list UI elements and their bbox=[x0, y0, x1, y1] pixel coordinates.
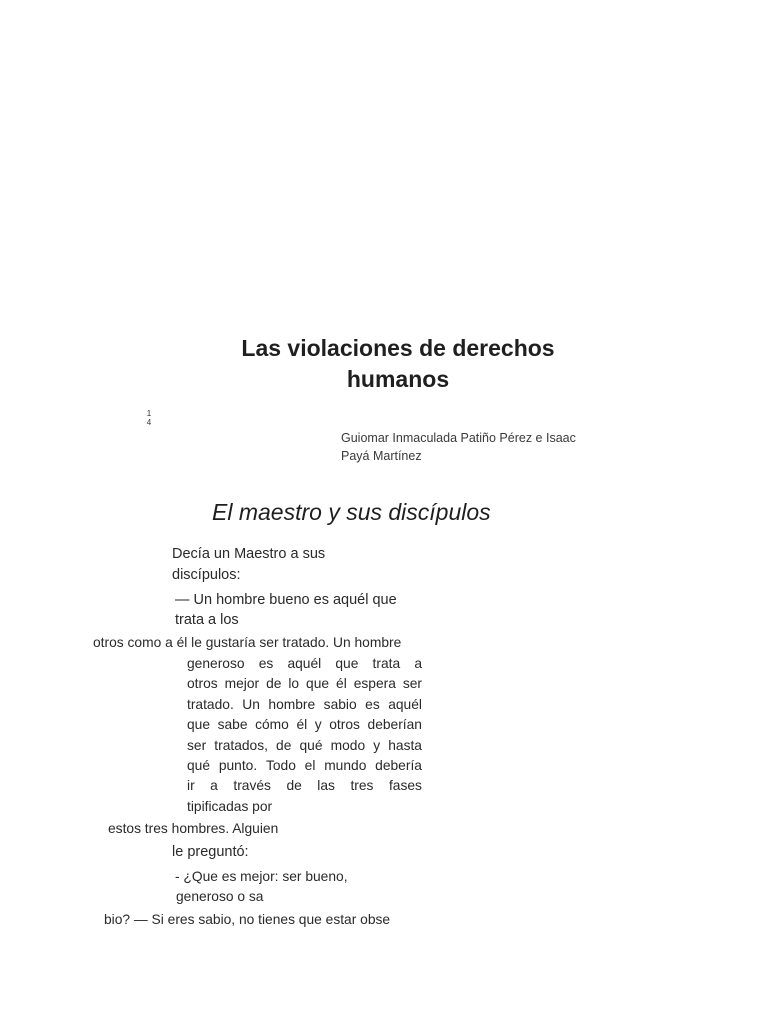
justified-word: Un bbox=[242, 696, 260, 712]
justified-word: tres bbox=[350, 778, 374, 794]
justified-word: deberían bbox=[367, 717, 422, 733]
justified-word: otros bbox=[329, 717, 360, 733]
justified-word: fases bbox=[388, 778, 422, 794]
justified-word: aquél bbox=[388, 696, 422, 712]
paragraph-2-line-2: trata a los bbox=[175, 612, 239, 628]
justified-word: tratados, bbox=[214, 737, 268, 753]
justified-word: punto. bbox=[218, 758, 258, 774]
paragraph-2-line-3: otros como a él le gustaría ser tratado. Un hombre bbox=[93, 635, 402, 650]
justified-word: aquél bbox=[287, 656, 322, 671]
justified-line-3 bbox=[187, 695, 422, 715]
authors-line-2: Payá Martínez bbox=[341, 449, 422, 463]
justified-word: él bbox=[296, 717, 308, 733]
justified-line-2 bbox=[187, 674, 422, 694]
justified-word: mejor bbox=[224, 676, 260, 692]
justified-word: y bbox=[373, 737, 381, 753]
authors-block bbox=[341, 429, 576, 465]
justified-word: es bbox=[258, 656, 274, 671]
paragraph-1-line-2: discípulos: bbox=[172, 567, 241, 583]
paragraph-4-line-1: - ¿Que es mejor: ser bueno, bbox=[175, 869, 348, 884]
footnote-number-top: 1 bbox=[146, 409, 152, 418]
justified-word: trata bbox=[372, 656, 401, 671]
justified-line-8: tipificadas por bbox=[187, 798, 273, 814]
justified-word: mundo bbox=[324, 758, 367, 774]
justified-word: a bbox=[210, 778, 218, 794]
justified-word: es bbox=[365, 696, 380, 712]
justified-line-5 bbox=[187, 736, 422, 756]
justified-word: Todo bbox=[265, 758, 296, 774]
justified-word: él bbox=[336, 676, 347, 692]
justified-word: hasta bbox=[388, 737, 422, 753]
justified-line-1 bbox=[187, 654, 422, 674]
justified-word: otros bbox=[187, 676, 218, 692]
justified-word: qué bbox=[187, 758, 211, 774]
footnote-number-bottom: 4 bbox=[146, 418, 152, 427]
paragraph-3-line-1: estos tres hombres. Alguien bbox=[108, 821, 279, 836]
footnote-marker bbox=[146, 409, 152, 427]
paragraph-2-line-1: — Un hombre bueno es aquél que bbox=[175, 592, 397, 608]
justified-word: ir bbox=[187, 778, 195, 794]
justified-word: sabe bbox=[217, 717, 248, 733]
document-title-line-2: humanos bbox=[346, 366, 450, 392]
paragraph-1-line-1: Decía un Maestro a sus bbox=[172, 546, 326, 562]
justified-word: a bbox=[414, 656, 422, 671]
justified-word: través bbox=[233, 778, 271, 794]
justified-word: espera bbox=[353, 676, 396, 692]
paragraph-4-line-3: bio? — Si eres sabio, no tienes que estar obse bbox=[104, 912, 391, 927]
justified-line-7 bbox=[187, 776, 422, 796]
justified-word: que bbox=[306, 676, 330, 692]
justified-word: tratado. bbox=[187, 696, 234, 712]
justified-word: que bbox=[335, 656, 359, 671]
justified-word: el bbox=[304, 758, 316, 774]
justified-word: y bbox=[314, 717, 322, 733]
justified-word: cómo bbox=[255, 717, 289, 733]
justified-word: de bbox=[266, 676, 282, 692]
justified-word: debería bbox=[375, 758, 422, 774]
justified-word: lo bbox=[288, 676, 300, 692]
justified-line-6 bbox=[187, 756, 422, 776]
paragraph-2-justified-block bbox=[187, 654, 422, 817]
justified-word: que bbox=[187, 717, 211, 733]
justified-word: hombre bbox=[268, 696, 316, 712]
justified-word: las bbox=[317, 778, 335, 794]
justified-line-4 bbox=[187, 715, 422, 735]
justified-word: ser bbox=[402, 676, 422, 692]
authors-line-1: Guiomar Inmaculada Patiño Pérez e Isaac bbox=[341, 431, 576, 445]
justified-word: de bbox=[286, 778, 302, 794]
justified-word: de bbox=[276, 737, 292, 753]
justified-word: generoso bbox=[187, 656, 245, 671]
justified-word: ser bbox=[187, 737, 207, 753]
justified-word: sabio bbox=[323, 696, 357, 712]
justified-word: modo bbox=[330, 737, 366, 753]
justified-word: qué bbox=[299, 737, 323, 753]
section-subtitle: El maestro y sus discípulos bbox=[212, 499, 491, 525]
paragraph-3-line-2: le preguntó: bbox=[172, 844, 249, 860]
document-title-line-1: Las violaciones de derechos bbox=[241, 335, 555, 361]
paragraph-4-line-2: generoso o sa bbox=[176, 889, 264, 904]
